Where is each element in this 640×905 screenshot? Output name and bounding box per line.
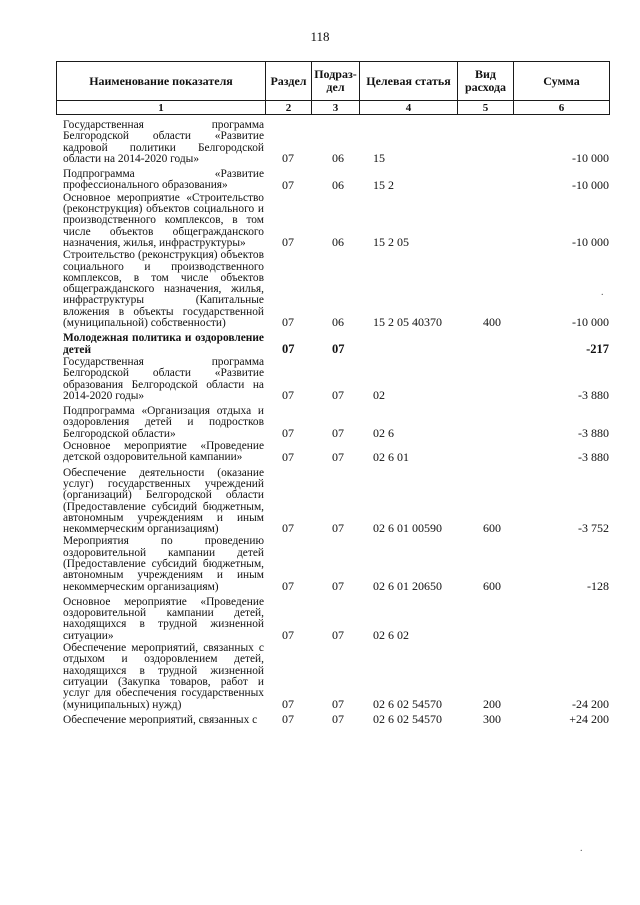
page-number: 118	[310, 29, 330, 44]
row-indicator-name: Обеспечение деятельности (оказание услуг) государственных учреждений (организаций) Белгородской области (Предоставление субсидий бюджетным, автономным учреждениям и иным некоммерческим организациям)	[63, 466, 264, 536]
row-sum: -217	[586, 341, 609, 356]
budget-table-header	[56, 61, 610, 115]
row-podrazdel: 07	[332, 578, 344, 593]
scan-speck: .	[580, 843, 583, 854]
row-razdel: 07	[282, 449, 294, 464]
header-vid: Вид расхода	[458, 62, 514, 101]
row-expense-type: 200	[483, 696, 501, 711]
row-indicator-name: Обеспечение мероприятий, связанных с отдыхом и оздоровлением детей, находящихся в трудной жизненной ситуации (Закупка товаров, работ и услуг для обеспечения государственных (муниципальных) нужд)	[63, 642, 264, 711]
budget-table-body	[63, 120, 618, 727]
table-row	[63, 536, 618, 592]
row-sum: -3 880	[578, 449, 609, 464]
row-target-article: 02 6 02 54570	[373, 696, 442, 711]
row-expense-type: 300	[483, 712, 501, 727]
row-podrazdel: 07	[332, 696, 344, 711]
row-razdel: 07	[282, 235, 294, 250]
column-number: 2	[266, 101, 312, 115]
row-razdel: 07	[282, 696, 294, 711]
row-sum: -10 000	[572, 151, 609, 166]
table-row	[63, 193, 618, 249]
header-target: Целевая статья	[360, 62, 458, 101]
row-target-article: 15 2	[373, 177, 394, 192]
row-podrazdel: 07	[332, 341, 345, 356]
row-target-article: 15	[373, 151, 385, 166]
row-razdel: 07	[282, 521, 294, 536]
row-podrazdel: 06	[332, 151, 344, 166]
row-indicator-name: Обеспечение мероприятий, связанных с	[63, 713, 258, 726]
row-razdel: 07	[282, 578, 294, 593]
column-number: 4	[360, 101, 458, 115]
header-row	[57, 62, 610, 101]
row-indicator-name: Основное мероприятие «Проведение оздоровительной кампании детей, находящихся в трудной жизненной ситуации»	[63, 595, 264, 642]
row-podrazdel: 07	[332, 426, 344, 441]
row-razdel: 07	[282, 712, 294, 727]
column-number: 1	[57, 101, 266, 115]
row-target-article: 02	[373, 388, 385, 403]
column-number-row	[57, 101, 610, 115]
row-target-article: 15 2 05 40370	[373, 315, 442, 330]
table-row	[63, 597, 618, 642]
column-number: 3	[312, 101, 360, 115]
row-podrazdel: 06	[332, 235, 344, 250]
table-row	[63, 406, 618, 440]
row-target-article: 02 6 02	[373, 628, 409, 643]
row-indicator-name: Подпрограмма «Развитие профессионального образования»	[63, 168, 264, 192]
row-indicator-name: Молодежная политика и оздоровление детей	[63, 332, 264, 356]
row-expense-type: 400	[483, 315, 501, 330]
row-razdel: 07	[282, 388, 294, 403]
row-expense-type: 600	[483, 578, 501, 593]
row-sum: -10 000	[572, 177, 609, 192]
row-sum: -128	[587, 578, 609, 593]
table-row	[63, 468, 618, 536]
row-sum: -10 000	[572, 235, 609, 250]
row-razdel: 07	[282, 628, 294, 643]
row-sum: -10 000	[572, 315, 609, 330]
row-sum: +24 200	[569, 712, 609, 727]
row-target-article: 02 6	[373, 426, 394, 441]
row-target-article: 02 6 02 54570	[373, 712, 442, 727]
row-sum: -3 752	[578, 521, 609, 536]
row-target-article: 15 2 05	[373, 235, 409, 250]
row-sum: -24 200	[572, 696, 609, 711]
row-indicator-name: Государственная программа Белгородской области «Развитие образования Белгородской области на 2014-2020 годы»	[63, 355, 264, 402]
row-target-article: 02 6 01	[373, 449, 409, 464]
row-target-article: 02 6 01 00590	[373, 521, 442, 536]
row-razdel: 07	[282, 426, 294, 441]
column-number: 6	[514, 101, 610, 115]
row-indicator-name: Строительство (реконструкция) объектов социального и производственного комплексов, в том числе объектов общегражданского назначения, жилья, инфраструктуры (Капитальные вложения в объекты государственной (муниципальной) собственности)	[63, 249, 264, 330]
row-podrazdel: 07	[332, 628, 344, 643]
row-razdel: 07	[282, 315, 294, 330]
row-indicator-name: Мероприятия по проведению оздоровительной кампании детей (Предоставление субсидий бюджетным, автономным учреждениям и иным некоммерческим организациям)	[63, 535, 264, 593]
row-podrazdel: 07	[332, 449, 344, 464]
row-indicator-name: Основное мероприятие «Проведение детской оздоровительной кампании»	[63, 440, 264, 464]
table-row	[63, 250, 618, 329]
row-indicator-name: Государственная программа Белгородской области «Развитие кадровой политики Белгородской области на 2014-2020 годы»	[63, 119, 264, 165]
row-razdel: 07	[282, 177, 294, 192]
table-row	[63, 333, 618, 356]
row-expense-type: 600	[483, 521, 501, 536]
row-podrazdel: 07	[332, 521, 344, 536]
row-target-article: 02 6 01 20650	[373, 578, 442, 593]
row-sum: -3 880	[578, 388, 609, 403]
scan-speck: .	[601, 287, 604, 298]
header-razdel: Раздел	[266, 62, 312, 101]
table-row	[63, 120, 618, 165]
table-row	[63, 712, 618, 727]
table-row	[63, 441, 618, 464]
row-podrazdel: 06	[332, 315, 344, 330]
header-sum: Сумма	[514, 62, 610, 101]
row-razdel: 07	[282, 151, 294, 166]
header-name: Наименование показателя	[57, 62, 266, 101]
row-sum: -3 880	[578, 426, 609, 441]
row-razdel: 07	[282, 341, 295, 356]
table-row	[63, 169, 618, 192]
table-row	[63, 357, 618, 402]
header-podrazdel: Подраз-дел	[312, 62, 360, 101]
row-podrazdel: 06	[332, 177, 344, 192]
row-indicator-name: Подпрограмма «Организация отдыха и оздоровления детей и подростков Белгородской области»	[63, 405, 264, 440]
column-number: 5	[458, 101, 514, 115]
table-row	[63, 643, 618, 711]
row-podrazdel: 07	[332, 712, 344, 727]
row-podrazdel: 07	[332, 388, 344, 403]
row-indicator-name: Основное мероприятие «Строительство (реконструкция) объектов социального и производственного комплексов, в том числе объектов общегражданского назначения, жилья, инфраструктуры»	[63, 191, 264, 249]
